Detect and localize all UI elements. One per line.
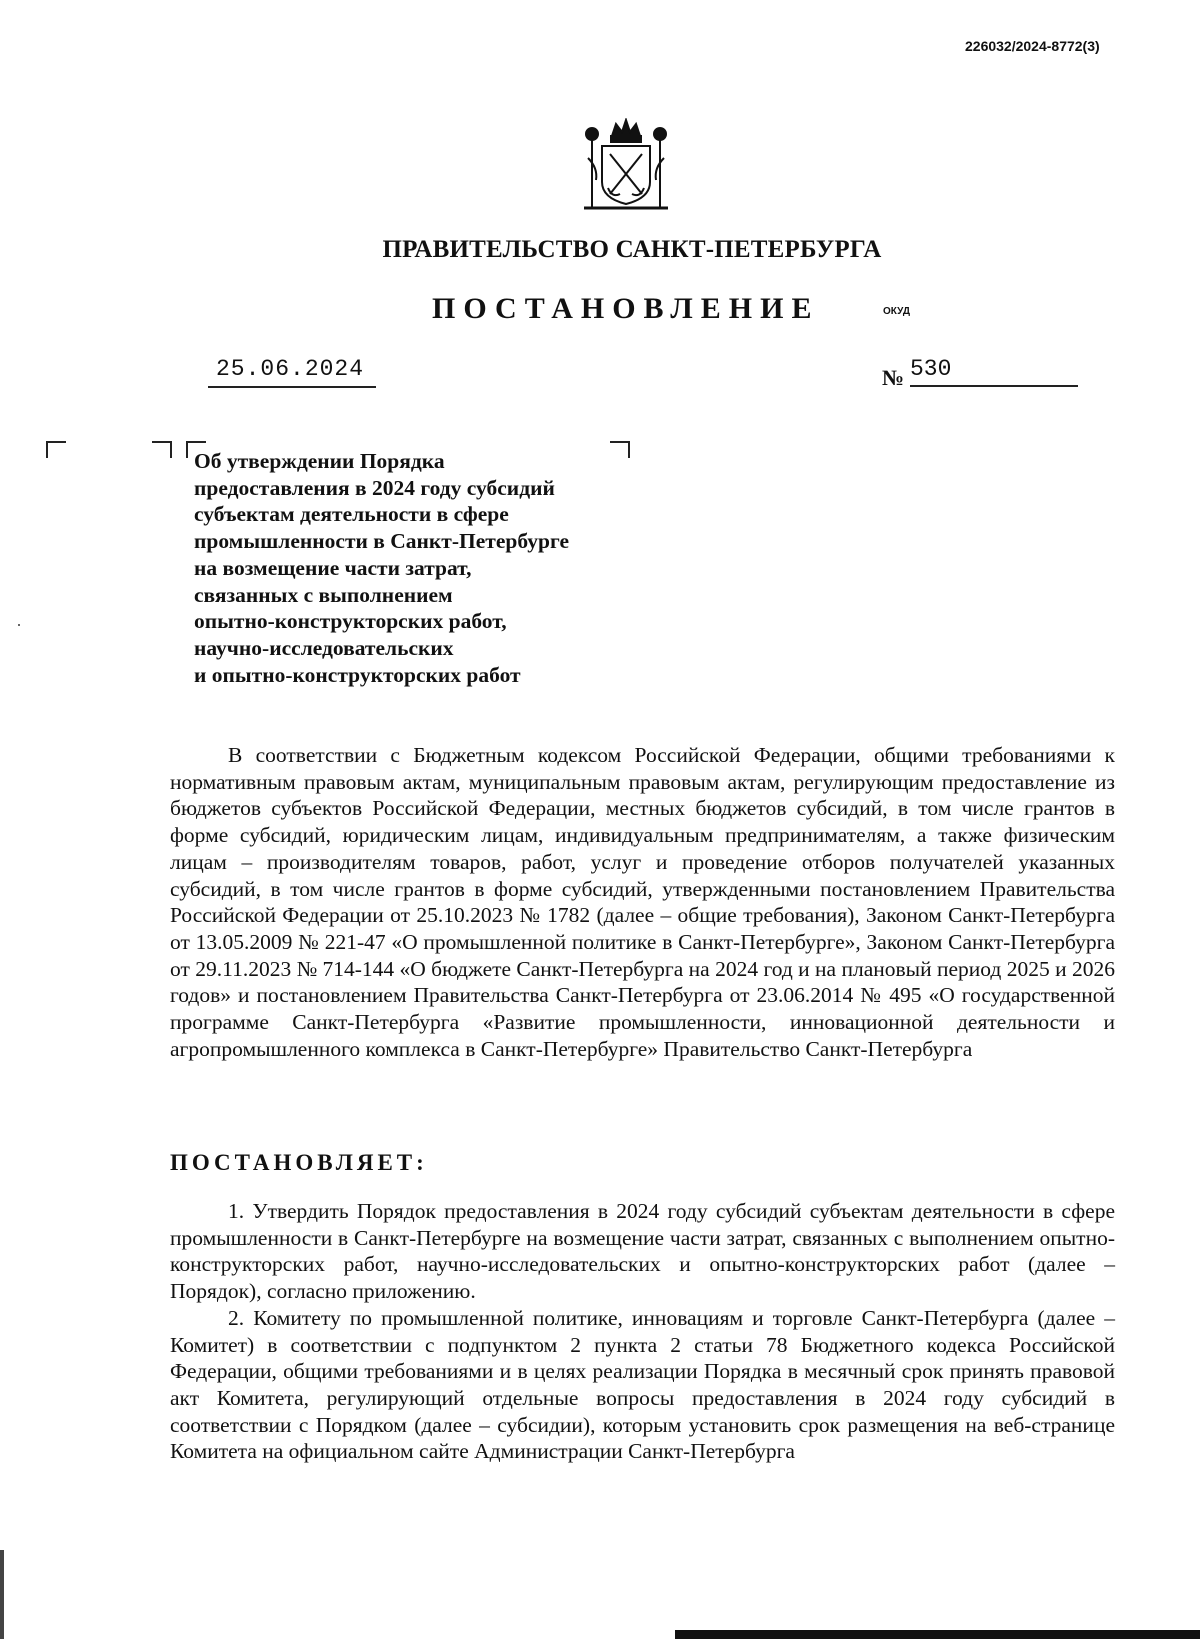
document-number: 530 bbox=[910, 356, 952, 382]
document-type-title: ПОСТАНОВЛЕНИЕ bbox=[432, 292, 820, 325]
decree-item-2: 2. Комитету по промышленной политике, инновациям и торговле Санкт-Петербурга (далее – Комитет) в соответствии с подпунктом 2 пункта 2 статьи 78 Бюджетного кодекса Российской Федерации, общими требованиями и в целях реализации Порядка в месячный срок принять правовой акт Комитета, регулирующий отдельные вопросы предоставления в 2024 году субсидий в соответствии с Порядком (далее – субсидии), которым установить срок размещения на веб-странице Комитета на официальном сайте Администрации Санкт-Петербурга bbox=[170, 1305, 1115, 1464]
scan-edge bbox=[0, 1550, 4, 1639]
decree-heading: ПОСТАНОВЛЯЕТ: bbox=[170, 1150, 428, 1175]
subject-line: научно-исследовательских bbox=[194, 635, 454, 660]
preamble-section bbox=[170, 742, 1115, 1062]
subject-line: предоставления в 2024 году субсидий bbox=[194, 475, 555, 500]
number-underline bbox=[910, 385, 1078, 387]
corner-mark bbox=[152, 441, 172, 458]
subject-line: опытно-конструкторских работ, bbox=[194, 609, 507, 634]
document-subject bbox=[194, 448, 654, 688]
document-date: 25.06.2024 bbox=[216, 356, 365, 382]
scan-dot bbox=[18, 624, 20, 626]
subject-line: промышленности в Санкт-Петербурге bbox=[194, 529, 570, 554]
number-sign: № bbox=[882, 365, 905, 390]
coat-of-arms-icon bbox=[578, 118, 674, 213]
okud-label: ОКУД bbox=[883, 306, 910, 317]
subject-line: Об утверждении Порядка bbox=[194, 449, 445, 473]
date-underline bbox=[208, 386, 376, 388]
decree-item-1: 1. Утвердить Порядок предоставления в 2024 году субсидий субъектам деятельности в сфере промышленности в Санкт-Петербурге на возмещение части затрат, связанных с выполнением опытно-конструкторских работ, научно-исследовательских и опытно-конструкторских работ (далее – Порядок), согласно приложению. bbox=[170, 1199, 1115, 1304]
decree-items bbox=[170, 1198, 1115, 1465]
subject-line: субъектам деятельности в сфере bbox=[194, 502, 509, 527]
corner-mark bbox=[46, 441, 66, 458]
subject-line: и опытно-конструкторских работ bbox=[194, 662, 521, 687]
subject-line: связанных с выполнением bbox=[194, 582, 453, 607]
preamble-paragraph: В соответствии с Бюджетным кодексом Российской Федерации, общими требованиями к нормативным правовым актам, муниципальным правовым актам, регулирующим предоставление из бюджетов субъектов Российской Федерации, местных бюджетов субсидий, в том числе грантов в форме субсидий, юридическим лицам, индивидуальным предпринимателям, а также физическим лицам – производителям товаров, работ, услуг и проведение отборов получателей указанных субсидий, в том числе грантов в форме субсидий, утвержденными постановлением Правительства Российской Федерации от 25.10.2023 № 1782 (далее – общие требования), Законом Санкт-Петербурга от 13.05.2009 № 221-47 «О промышленной политике в Санкт-Петербурге», Законом Санкт-Петербурга от 29.11.2023 № 714-144 «О бюджете Санкт-Петербурга на 2024 год и на плановый период 2025 и 2026 годов» и постановлением Правительства Санкт-Петербурга от 23.06.2014 № 495 «О государственной программе Санкт-Петербурга «Развитие промышленности, инновационной деятельности и агропромышленного комплекса в Санкт-Петербурге» Правительство Санкт-Петербурга bbox=[170, 743, 1115, 1061]
scan-bottom-bar bbox=[675, 1630, 1200, 1639]
government-title: ПРАВИТЕЛЬСТВО САНКТ-ПЕТЕРБУРГА bbox=[382, 236, 882, 263]
document-id: 226032/2024-8772(3) bbox=[965, 38, 1100, 54]
subject-line: на возмещение части затрат, bbox=[194, 555, 472, 580]
